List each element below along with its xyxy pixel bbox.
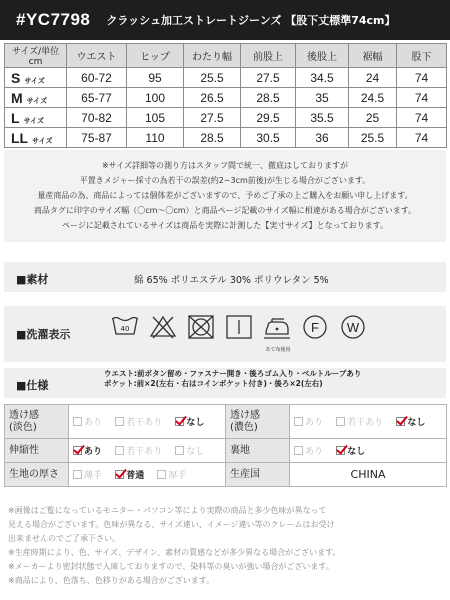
disclaimer-line: 見える場合がございます。色味が異なる、サイズ違い、イメージ違い等のクレームはお受け [8, 520, 335, 529]
spec-line: ウエスト:前ボタン留め・ファスナー開き・後ろゴム入り・ベルトループあり [104, 369, 362, 378]
table-cell: 24.5 [349, 88, 397, 108]
option-jakkan-ari: 若干あり [115, 444, 162, 457]
table-cell: 28.5 [184, 128, 241, 148]
material-section [4, 262, 446, 292]
feature-label-stretch: 伸縮性 [5, 439, 69, 463]
option-ari: あり [294, 415, 323, 428]
transparency-light-options [69, 405, 226, 439]
no-tumble-dry-icon [186, 312, 216, 346]
disclaimer-line: ※生産時期により、色、サイズ、デザイン、素材の質感などが多少異なる場合がございます。 [8, 548, 341, 557]
checkbox-icon [294, 417, 303, 426]
table-cell: 24 [349, 68, 397, 88]
option-atsude: 厚手 [157, 468, 186, 481]
table-cell: 30.5 [241, 128, 296, 148]
checked-checkbox-icon [336, 446, 345, 455]
disclaimer [8, 504, 444, 588]
size-unit: サイズ [24, 76, 45, 85]
table-cell: 100 [127, 88, 184, 108]
product-title: クラッシュ加工ストレートジーンズ 【股下丈標準74cm】 [106, 14, 396, 27]
table-row [5, 108, 447, 128]
table-cell: 74 [397, 68, 447, 88]
spec-lines [104, 369, 361, 388]
table-row [5, 439, 447, 463]
checkbox-icon [157, 470, 166, 479]
spec-line: ポケット:前×2(左右・右はコインポケット付き)・後ろ×2(左右) [104, 378, 323, 388]
table-cell: 75-87 [67, 128, 127, 148]
column-header: 股下 [397, 44, 447, 68]
size-unit: サイズ [26, 96, 48, 105]
no-bleach-icon [148, 312, 178, 346]
checked-checkbox-icon [175, 417, 184, 426]
table-cell: 25.5 [184, 68, 241, 88]
checked-checkbox-icon [73, 446, 82, 455]
checked-checkbox-icon [396, 417, 405, 426]
stretch-options [69, 439, 226, 463]
option-futsuu-checked: 普通 [115, 468, 144, 481]
table-cell: 35 [296, 88, 349, 108]
size-label-cell [5, 88, 67, 108]
measurement-notes [4, 150, 446, 242]
checkbox-icon [73, 470, 82, 479]
note-line: 量産商品の為、商品によっては個体差がございますので、予めご了承の上ご購入をお願い申し上げます。 [37, 191, 413, 200]
size-letter: M [11, 89, 23, 106]
option-jakkan-ari: 若干あり [115, 415, 162, 428]
column-header: 裾幅 [349, 44, 397, 68]
table-cell: 74 [397, 88, 447, 108]
column-header: 前股上 [241, 44, 296, 68]
column-header: ウエスト [67, 44, 127, 68]
product-code: #YC7798 [16, 10, 91, 29]
feature-label-transparency-dark: 透け感 (濃色) [226, 405, 290, 439]
care-section [4, 306, 446, 362]
table-cell: 25 [349, 108, 397, 128]
lining-options [290, 439, 447, 463]
disclaimer-line: 出来ませんのでご了承下さい。 [8, 534, 120, 543]
checkbox-icon [115, 446, 124, 455]
checkbox-icon [294, 446, 303, 455]
option-ari: あり [294, 444, 323, 457]
table-cell: 25.5 [349, 128, 397, 148]
size-unit: サイズ [23, 116, 45, 125]
svg-text:40: 40 [120, 325, 130, 333]
dry-clean-f-icon [300, 312, 330, 346]
option-jakkan-ari: 若干あり [336, 415, 383, 428]
table-row [5, 405, 447, 439]
table-cell: 105 [127, 108, 184, 128]
size-letter: LL [11, 129, 29, 146]
checkbox-icon [73, 417, 82, 426]
table-row [5, 88, 447, 108]
checkbox-icon [336, 417, 345, 426]
table-cell: 95 [127, 68, 184, 88]
care-icons [110, 312, 376, 353]
iron-cloth-icon [262, 312, 292, 353]
note-line: ※サイズ詳細等の測り方はスタッフ間で統一、徹底はしておりますが [101, 161, 349, 170]
disclaimer-line: ※メーカーより密封状態で入庫しておりますので、染料等の臭いが強い場合がございます。 [8, 562, 334, 571]
column-header: わたり幅 [184, 44, 241, 68]
size-table-header [5, 44, 447, 68]
size-label-cell [5, 68, 67, 88]
table-cell: 35.5 [296, 108, 349, 128]
checked-checkbox-icon [115, 470, 124, 479]
svg-text:W: W [346, 320, 360, 335]
size-table [4, 43, 447, 148]
line-dry-icon [224, 312, 254, 346]
feature-grid [4, 404, 447, 487]
feature-label-lining: 裏地 [226, 439, 290, 463]
option-ari-checked: あり [73, 444, 102, 457]
disclaimer-line: ※画像はご覧になっているモニター・パソコン等により実際の商品と多少色味が異なって [8, 506, 327, 515]
material-label: ■素材 [16, 273, 49, 286]
table-cell: 28.5 [241, 88, 296, 108]
table-cell: 36 [296, 128, 349, 148]
option-nashi: なし [175, 444, 204, 457]
transparency-dark-options [290, 405, 447, 439]
column-header: 後股上 [296, 44, 349, 68]
disclaimer-line: ※商品により、色落ち、色移りがある場合がございます。 [8, 576, 215, 585]
option-ari: あり [73, 415, 102, 428]
table-row [5, 128, 447, 148]
feature-label-thickness: 生地の厚さ [5, 463, 69, 487]
table-cell: 26.5 [184, 88, 241, 108]
checkbox-icon [175, 446, 184, 455]
material-value: 綿 65% ポリエステル 30% ポリウレタン 5% [134, 275, 329, 286]
iron-caption: あて布使用 [265, 347, 291, 353]
table-cell: 74 [397, 128, 447, 148]
table-row [5, 463, 447, 487]
size-letter: S [11, 69, 21, 86]
table-cell: 34.5 [296, 68, 349, 88]
wash-40-icon [110, 312, 140, 346]
table-cell: 29.5 [241, 108, 296, 128]
option-usude: 薄手 [73, 468, 102, 481]
column-header: ヒップ [127, 44, 184, 68]
option-nashi-checked: なし [336, 444, 365, 457]
checkbox-icon [115, 417, 124, 426]
option-nashi-checked: なし [175, 415, 204, 428]
option-nashi-checked: なし [396, 415, 425, 428]
wet-clean-w-icon [338, 312, 368, 346]
size-letter: L [11, 109, 20, 126]
table-cell: 74 [397, 108, 447, 128]
table-cell: 27.5 [184, 108, 241, 128]
table-row [5, 68, 447, 88]
feature-label-transparency-light: 透け感 (淡色) [5, 405, 69, 439]
table-cell: 27.5 [241, 68, 296, 88]
product-header [0, 0, 450, 40]
table-cell: 110 [127, 128, 184, 148]
spec-label: ■仕様 [16, 379, 49, 392]
size-unit: サイズ [32, 136, 53, 145]
size-label-cell [5, 128, 67, 148]
care-label: ■洗濯表示 [16, 328, 71, 341]
table-cell: 60-72 [67, 68, 127, 88]
note-line: ページに記載されているサイズは商品を実際に計測した【実寸サイズ】となっております。 [62, 221, 388, 230]
thickness-options [69, 463, 226, 487]
column-header: サイズ/単位cm [5, 44, 67, 68]
note-line: 商品タグに印字のサイズ幅（〇cm～〇cm）と商品ページ記載のサイズ幅に相違がある場合がございます。 [33, 206, 417, 215]
spec-section [4, 368, 446, 398]
table-cell: 70-82 [67, 108, 127, 128]
size-label-cell [5, 108, 67, 128]
origin-country: CHINA [290, 463, 447, 487]
table-cell: 65-77 [67, 88, 127, 108]
feature-label-origin: 生産国 [226, 463, 290, 487]
svg-text:F: F [311, 320, 319, 335]
note-line: 平置きメジャー採寸の為若干の誤差(約2~3cm前後)が生じる場合がございます。 [79, 176, 371, 185]
